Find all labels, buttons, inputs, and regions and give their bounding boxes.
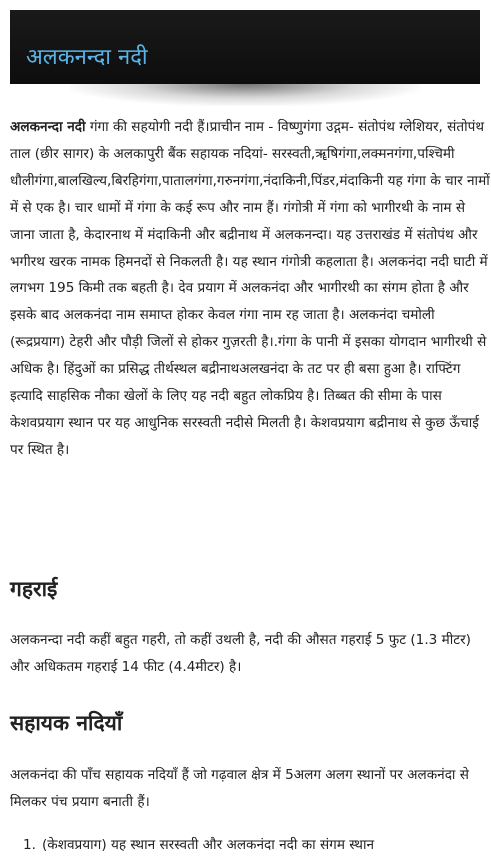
intro-bold-term: अलकनन्दा नदी (10, 119, 86, 135)
list-item-text: (केशवप्रयाग) यह स्थान सरस्वती और अलकनंदा नदी का संगम स्थान (42, 837, 375, 853)
article-body (10, 114, 490, 464)
list-item (10, 832, 485, 859)
section-heading-depth: गहराई (10, 577, 58, 601)
list-item-number: 1. (23, 837, 36, 853)
tributaries-paragraph: अलकनंदा की पाँच सहायक नदियाँ हैं जो गढ़वाल क्षेत्र में 5अलग अलग स्थानों पर अलकनंदा से मिलकर पंच प्रयाग बनाती हैं। (10, 767, 469, 810)
intro-text: गंगा की सहयोगी नदी हैं।प्राचीन नाम - विष्णुगंगा उद्गम- संतोपंथ ग्लेशियर, संतोपंथ ताल (छीर सागर) के अलकापुरी बैंक सहायक नदियां- सरस्वती,ॠषिगंगा,लक्मनगंगा,पश्चिमी धौलीगंगा,बालखिल्य,बिरहिगंगा,पातालगंगा,गरुनगंगा,नंदाकिनी,पिंडर,मंदाकिनी यह गंगा के चार नामों में से एक है। चार धामों में गंगा के कई रूप और नाम हैं। गंगोत्री में गंगा को भागीरथी के नाम से जाना जाता है, केदारनाथ में मंदाकिनी और बद्रीनाथ में अलकनन्दा। यह उत्तराखंड में संतोपंथ और भगीरथ खरक नामक हिमनदों से निकलती है। यह स्थान गंगोत्री कहलाता है। अलकनंदा नदी घाटी में लगभग 195 किमी तक बहती है। देव प्रयाग में अलकनंदा और भागीरथी का संगम होता है और इसके बाद अलकनंदा नाम समाप्त होकर केवल गंगा नाम रह जाता है। अलकनंदा चमोली (रूद्रप्रयाग) टेहरी और पौड़ी जिलों से होकर गुज़रती है।.गंगा के पानी में इसका योगदान भागीरथी से अधिक है। हिंदुओं का प्रसिद्ध तीर्थस्थल बद्रीनाथअलखनंदा के तट पर ही बसा हुआ है। राफ्टिंग इत्यादि साहसिक नौका खेलों के लिए यह नदी बहुत लोकप्रिय है। तिब्बत की सीमा के पास केशवप्रयाग स्थान पर यह आधुनिक सरस्वती नदीसे मिलती है। केशवप्रयाग बद्रीनाथ से कुछ ऊँचाई पर स्थित है। (10, 119, 490, 458)
section-heading-tributaries: सहायक नदियाँ (10, 711, 123, 735)
title-bar-shadow (70, 84, 420, 106)
page-title: अलकनन्दा नदी (26, 45, 148, 70)
page-header (10, 10, 480, 84)
intro-paragraph (10, 114, 490, 464)
depth-paragraph: अलकनन्दा नदी कहीं बहुत गहरी, तो कहीं उथली है, नदी की औसत गहराई 5 फुट (1.3 मीटर) और अधिकतम गहराई 14 फीट (4.4मीटर) है। (10, 632, 471, 675)
title-bar (10, 10, 480, 84)
tributaries-list (10, 832, 485, 859)
